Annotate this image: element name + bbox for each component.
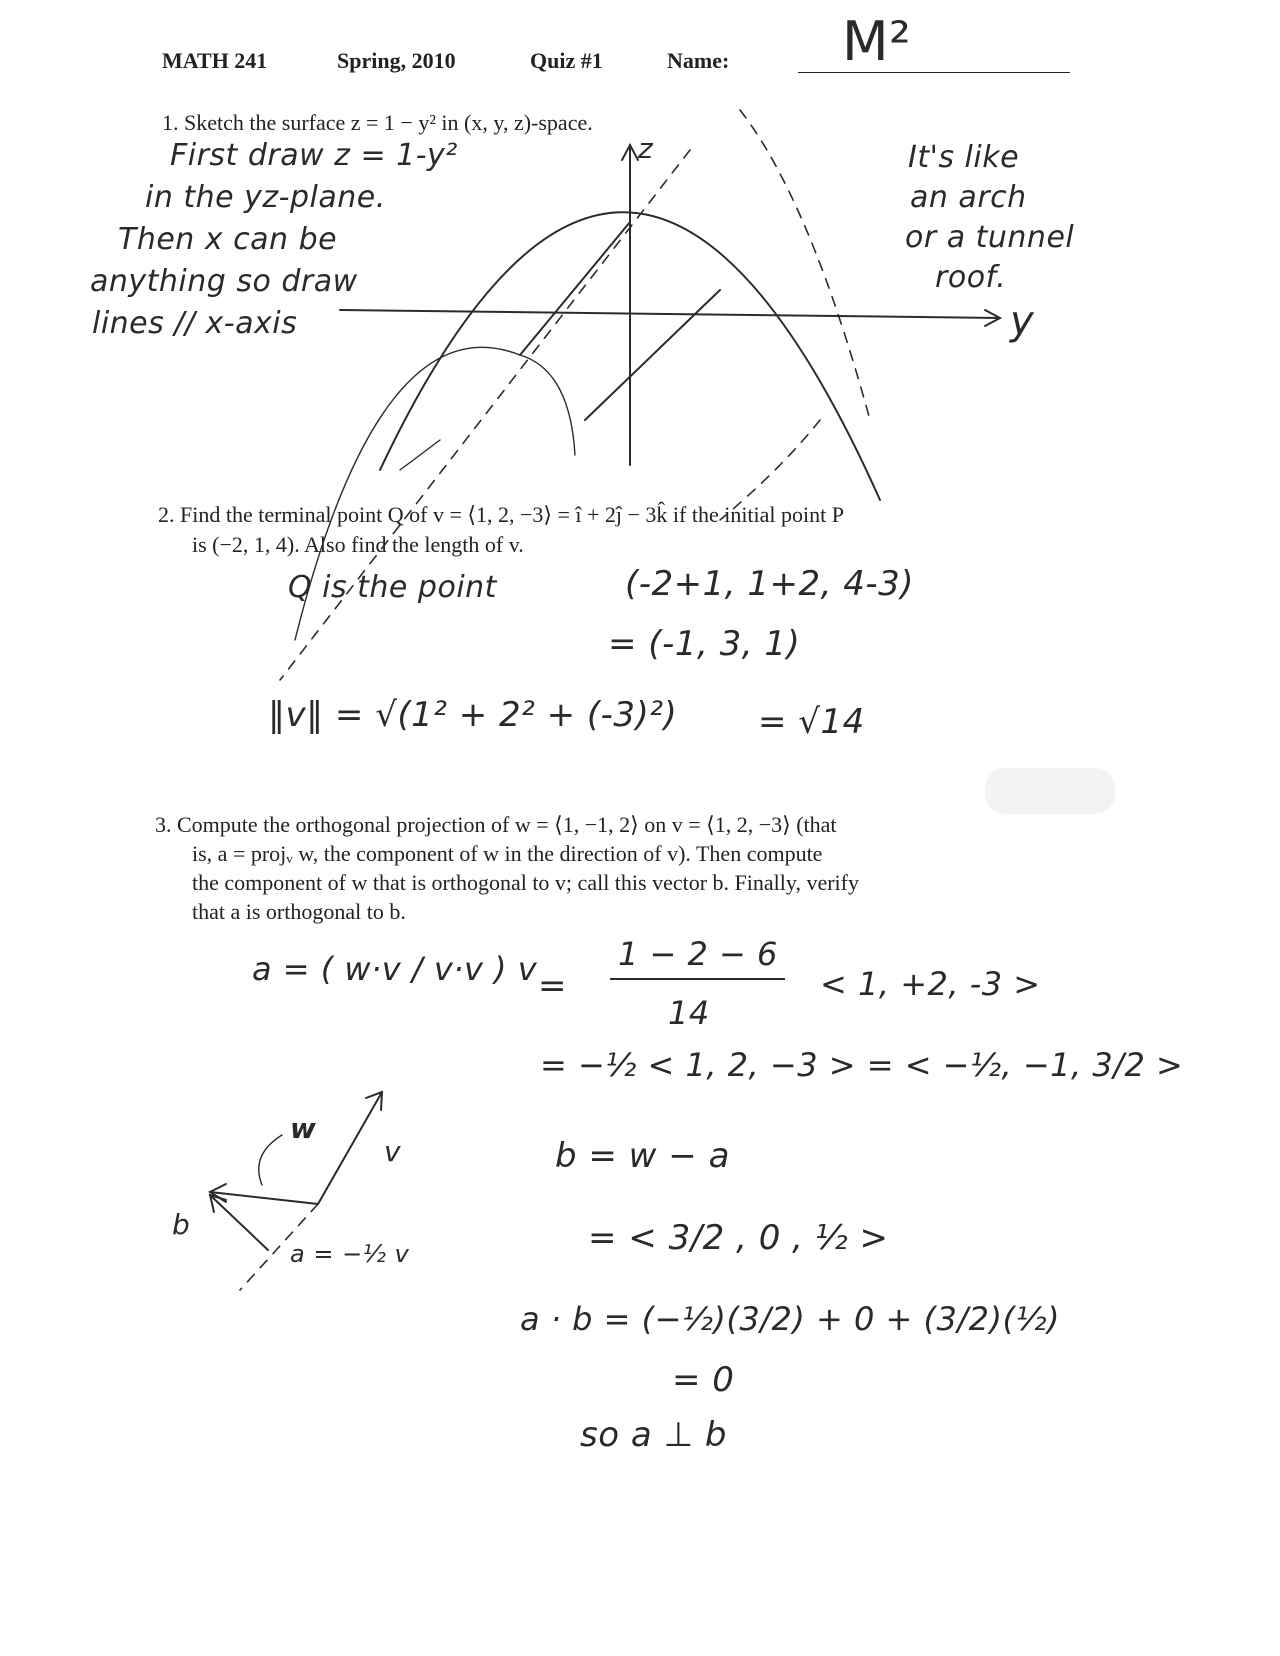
q1-remark-line-1: It's like <box>908 140 1020 175</box>
course-code: MATH 241 <box>162 48 268 73</box>
q3-a-vector: < 1, +2, -3 > <box>820 965 1041 1003</box>
back-parabola-right <box>520 355 575 455</box>
q1-work-line-4: anything so draw <box>90 264 358 299</box>
q1-work-line-3: Then x can be <box>118 222 338 257</box>
q1-remark-line-4: roof. <box>935 260 1007 295</box>
x-axis-dashed <box>280 150 690 680</box>
q3-conclusion: so a ⊥ b <box>580 1415 727 1455</box>
diagram-label-v: v <box>384 1135 402 1168</box>
b-vector <box>210 1195 268 1250</box>
q1-work-line-2: in the yz-plane. <box>145 180 386 215</box>
v-vector <box>318 1092 382 1204</box>
q2-prompt-line-2: is (−2, 1, 4). Also find the length of v. <box>192 532 524 557</box>
q2-work-line-4: ‖v‖ = √(1² + 2² + (-3)²) <box>268 695 678 735</box>
quiz-page: MATH 241 Spring, 2010 Quiz #1 Name: M² 1. Sketch the surface z = 1 − y² in (x, y, z)-space. First draw z = 1-y² in the yz-plane. Then x can be anything so draw lines // x-axis It's like an arch or a tunnel roof. z y 2. Find the terminal point Q of v = ⟨1, 2, −3⟩ = î + 2ĵ − 3k̂ if the initial point P is (−2, 1, 4). Also find the length of v. Q is the point (-2+1, 1+2, 4-3) = (-1, 3, 1) ‖v‖ = √(1² + 2² + (-3)²) = √14 3. Compute the orthogonal projection of w = ⟨1, −1, 2⟩ on v = ⟨1, 2, −3⟩ (that is, a = projᵥ w, the component of w in the direction of v). Then compute the component of w that is orthogonal to v; call this vector b. Finally, verify that a is orthogonal to b. a = ( w·v / v·v ) v = 1 − 2 − 6 14 < 1, +2, -3 > = −½ < 1, 2, −3 > = < −½, −1, 3/2 > b = w − a = < 3/2 , 0 , ½ > a · b = (−½)(3/2) + 0 + (3/2)(½) = 0 so a ⊥ b w v b a = −½ v <box>0 0 1280 1656</box>
q3-prompt-line-1: 3. Compute the orthogonal projection of w = ⟨1, −1, 2⟩ on v = ⟨1, 2, −3⟩ (that <box>155 812 837 837</box>
q3-dot-product: a · b = (−½)(3/2) + 0 + (3/2)(½) <box>520 1300 1060 1338</box>
y-axis-line <box>340 310 1000 318</box>
q1-remark-line-3: or a tunnel <box>905 220 1075 255</box>
q2-prompt-line-1: 2. Find the terminal point Q of v = ⟨1, 2, −3⟩ = î + 2ĵ − 3k̂ if the initial point P <box>158 502 844 527</box>
q2-work-line-2: (-2+1, 1+2, 4-3) <box>625 564 915 604</box>
name-label: Name: <box>667 48 730 73</box>
q3-a-result: = −½ < 1, 2, −3 > = < −½, −1, 3/2 > <box>540 1046 1184 1084</box>
w-pointer-curve <box>259 1135 282 1185</box>
q3-prompt-line-4: that a is orthogonal to b. <box>192 899 406 924</box>
y-axis-label: y <box>1010 298 1035 344</box>
q1-work-line-1: First draw z = 1-y² <box>170 138 458 173</box>
x-parallel-line-left <box>400 440 440 470</box>
q3-a-fraction-numerator: 1 − 2 − 6 <box>618 935 778 973</box>
q3-dot-result: = 0 <box>672 1360 735 1400</box>
term: Spring, 2010 <box>337 48 456 73</box>
q3-a-definition: a = ( w·v / v·v ) v <box>252 950 538 988</box>
diagram-label-a: a = −½ v <box>290 1240 410 1268</box>
q3-prompt-line-2: is, a = projᵥ w, the component of w in the direction of v). Then compute <box>192 841 823 866</box>
diagram-label-w: w <box>290 1112 317 1145</box>
back-rail-low <box>720 420 820 520</box>
q1-remark-line-2: an arch <box>910 180 1027 215</box>
v-extension-dashed <box>240 1204 318 1290</box>
z-axis-label: z <box>638 132 654 165</box>
q3-b-result: = < 3/2 , 0 , ½ > <box>588 1218 889 1258</box>
student-name: M² <box>842 10 912 73</box>
x-parallel-line-mid <box>585 290 720 420</box>
q3-b-definition: b = w − a <box>555 1136 730 1176</box>
q2-work-line-3: = (-1, 3, 1) <box>608 624 801 664</box>
diagram-label-b: b <box>172 1208 191 1241</box>
quiz-number: Quiz #1 <box>530 48 603 73</box>
q3-a-fraction-denominator: 14 <box>668 994 710 1032</box>
q2-work-line-5: = √14 <box>758 702 865 742</box>
back-parabola-left <box>295 347 520 640</box>
q2-work-line-1: Q is the point <box>288 570 497 605</box>
q1-prompt: 1. Sketch the surface z = 1 − y² in (x, y, z)-space. <box>162 110 593 135</box>
q3-prompt-line-3: the component of w that is orthogonal to v; call this vector b. Finally, verify <box>192 870 859 895</box>
q1-work-line-5: lines // x-axis <box>92 306 298 341</box>
back-rail-right <box>740 110 870 420</box>
x-parallel-line-top <box>520 222 630 355</box>
